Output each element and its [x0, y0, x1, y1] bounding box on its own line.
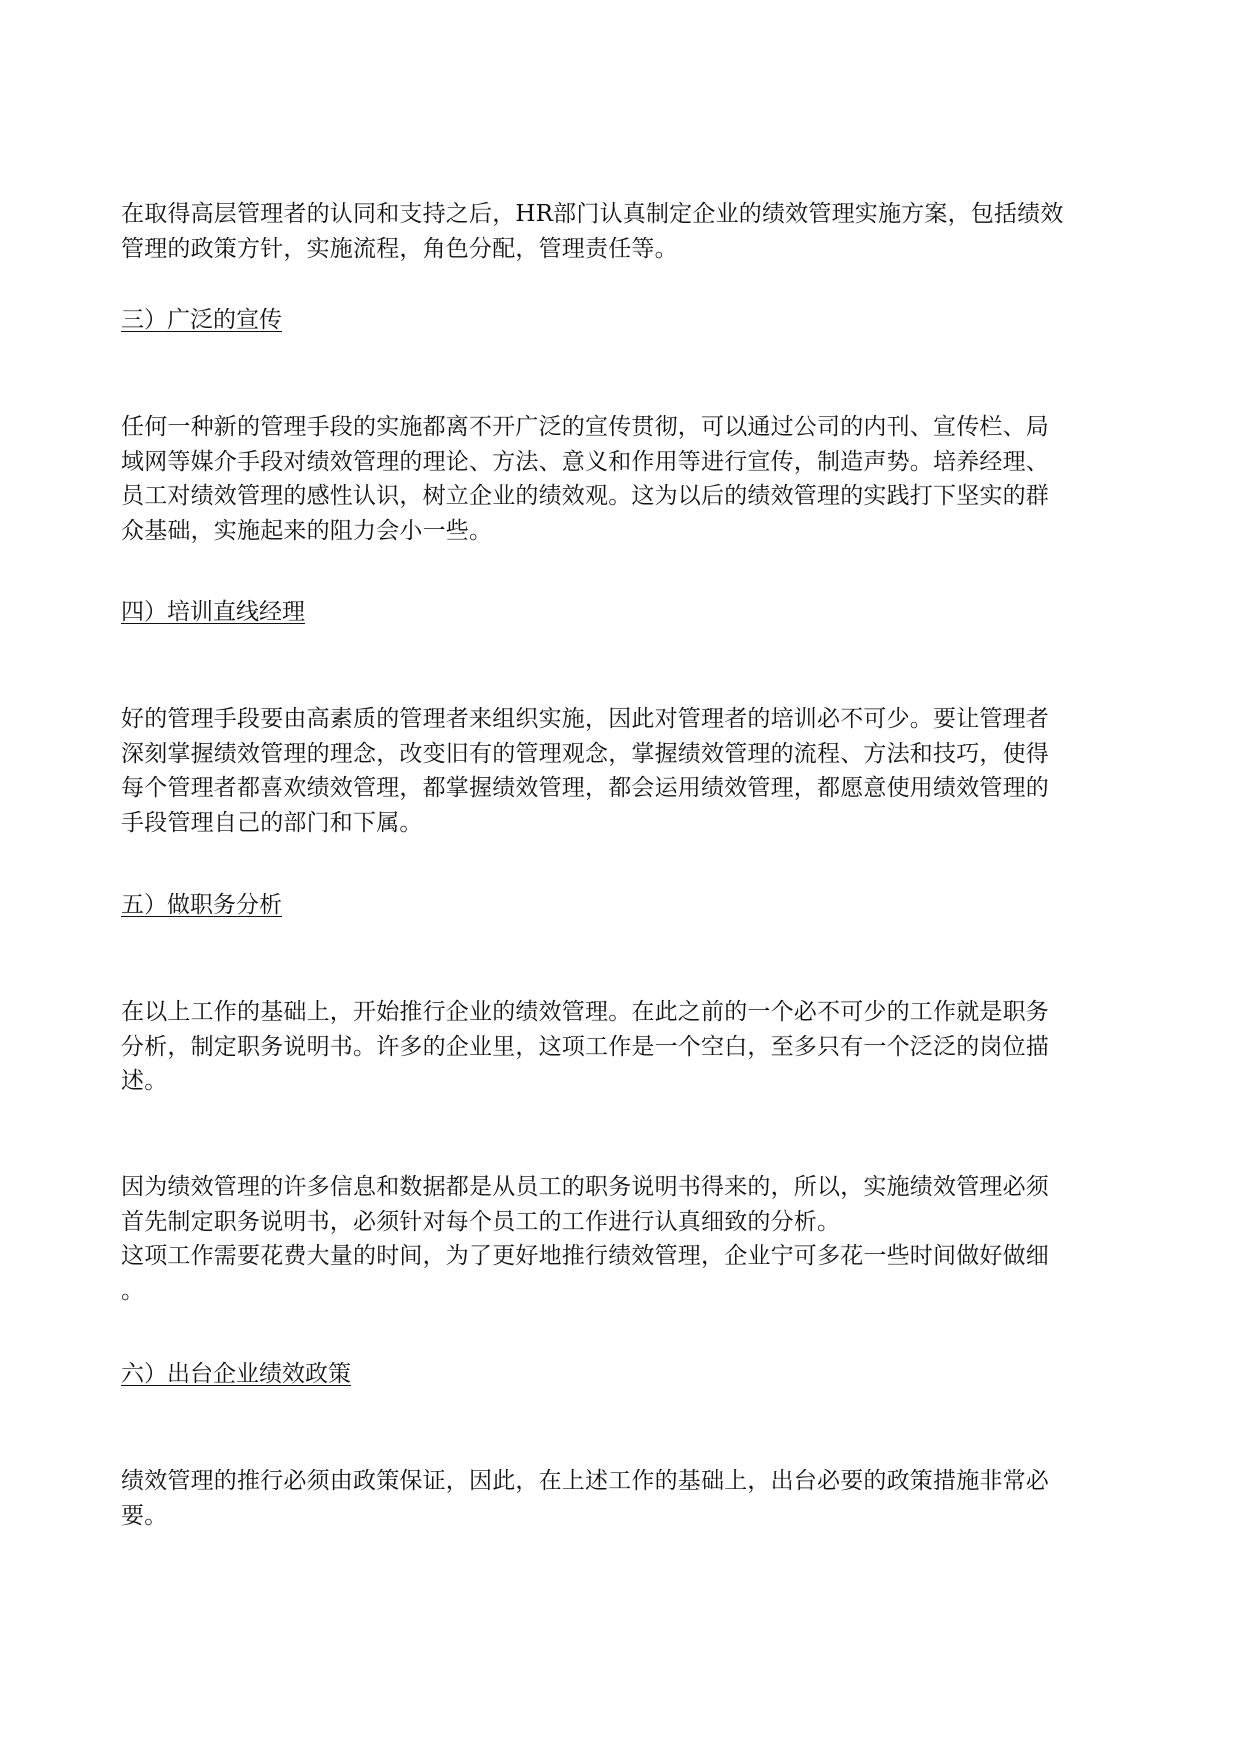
text-line: 任何一种新的管理手段的实施都离不开广泛的宣传贯彻，可以通过公司的内刊、宣传栏、局	[121, 414, 1049, 440]
text-line: 在以上工作的基础上，开始推行企业的绩效管理。在此之前的一个必不可少的工作就是职务	[121, 999, 1049, 1025]
text-line: 员工对绩效管理的感性认识，树立企业的绩效观。这为以后的绩效管理的实践打下坚实的群	[121, 483, 1049, 509]
paragraph-training	[121, 702, 1131, 840]
text-line: 在取得高层管理者的认同和支持之后，HR部门认真制定企业的绩效管理实施方案，包括绩效	[121, 201, 1064, 227]
text-line: 要。	[121, 1502, 168, 1529]
text-line: 述。	[121, 1068, 168, 1094]
text-line: 众基础，实施起来的阻力会小一些。	[121, 517, 493, 544]
section-heading-job-analysis: 五）做职务分析	[121, 892, 282, 918]
text-line: 绩效管理的推行必须由政策保证，因此，在上述工作的基础上，出台必要的政策措施非常必	[121, 1468, 1049, 1494]
text-line: 每个管理者都喜欢绩效管理，都掌握绩效管理，都会运用绩效管理，都愿意使用绩效管理的	[121, 775, 1049, 801]
paragraph-policy	[121, 1464, 1131, 1533]
paragraph-publicity	[121, 410, 1131, 548]
text-line: 因为绩效管理的许多信息和数据都是从员工的职务说明书得来的，所以，实施绩效管理必须	[121, 1174, 1049, 1200]
section-heading-policy: 六）出台企业绩效政策	[121, 1361, 351, 1387]
text-line: 分析，制定职务说明书。许多的企业里，这项工作是一个空白，至多只有一个泛泛的岗位描	[121, 1033, 1049, 1060]
text-line: 手段管理自己的部门和下属。	[121, 809, 423, 836]
text-line: 。	[121, 1277, 145, 1304]
paragraph-job-description	[121, 1170, 1131, 1308]
text-line: 首先制定职务说明书，必须针对每个员工的工作进行认真细致的分析。	[121, 1208, 841, 1235]
paragraph-implementation-plan	[121, 197, 1131, 266]
paragraph-job-analysis	[121, 995, 1131, 1099]
section-heading-publicity: 三）广泛的宣传	[121, 307, 282, 333]
text-line: 域网等媒介手段对绩效管理的理论、方法、意义和作用等进行宣传，制造声势。培养经理、	[121, 448, 1049, 475]
text-line: 好的管理手段要由高素质的管理者来组织实施，因此对管理者的培训必不可少。要让管理者	[121, 706, 1049, 732]
section-heading-training: 四）培训直线经理	[121, 599, 305, 625]
text-line: 管理的政策方针，实施流程，角色分配，管理责任等。	[121, 235, 678, 262]
text-line: 这项工作需要花费大量的时间，为了更好地推行绩效管理，企业宁可多花一些时间做好做细	[121, 1243, 1049, 1269]
text-line: 深刻掌握绩效管理的理念，改变旧有的管理观念，掌握绩效管理的流程、方法和技巧，使得	[121, 740, 1049, 767]
